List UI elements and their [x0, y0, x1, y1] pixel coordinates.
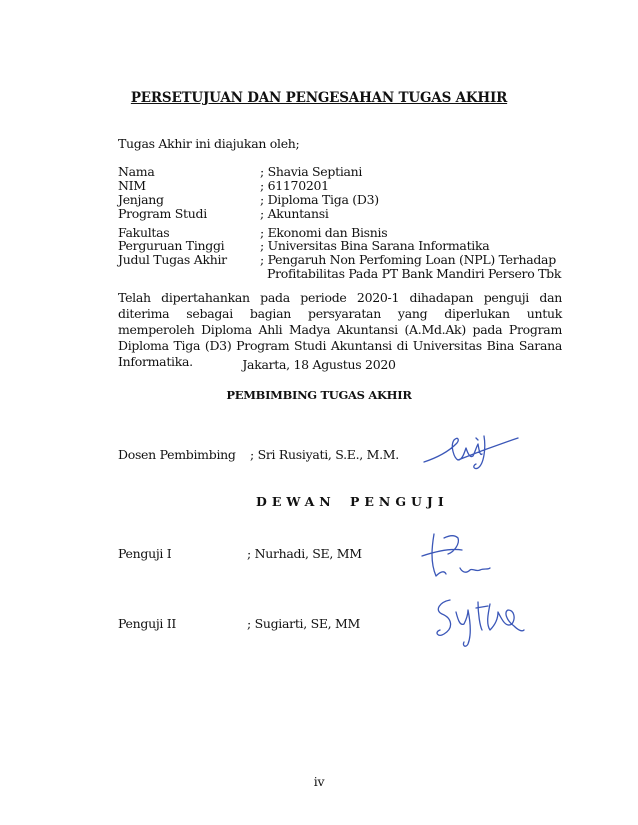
dosen-label: Dosen Pembimbing: [118, 447, 236, 462]
field-value-jenjang: ; Diploma Tiga (D3): [260, 192, 379, 207]
field-value-program-studi: ; Akuntansi: [260, 206, 329, 221]
penguji-2-label: Penguji II: [118, 616, 177, 631]
dewan-heading-left: DEWAN: [256, 494, 336, 509]
field-label-program-studi: Program Studi: [118, 206, 207, 221]
intro-text: Tugas Akhir ini diajukan oleh;: [118, 136, 300, 151]
field-value-judul: ; Pengaruh Non Perfoming Loan (NPL) Terhadap: [260, 252, 556, 267]
page-title: PERSETUJUAN DAN PENGESAHAN TUGAS AKHIR: [130, 90, 508, 106]
dewan-heading-right: PENGUJI: [350, 494, 449, 509]
field-value-perguruan-tinggi: ; Universitas Bina Sarana Informatika: [260, 238, 490, 253]
penguji-1-signature-image: [414, 528, 494, 584]
approval-paragraph: Telah dipertahankan pada periode 2020-1 dihadapan penguji dan diterima sebagai bagian persyaratan yang diperlukan untuk memperoleh Diploma Ahli Madya Akuntansi (A.Md.Ak) pada Program Diploma Tiga (D3) Program Studi Akuntansi di Universitas Bina Sarana Informatika.: [118, 290, 562, 369]
field-value-nama: ; Shavia Septiani: [260, 164, 363, 179]
field-label-perguruan-tinggi: Perguruan Tinggi: [118, 238, 225, 253]
penguji-2-value: ; Sugiarti, SE, MM: [247, 616, 361, 631]
penguji-2-signature-image: [428, 590, 528, 654]
page-number: iv: [313, 774, 325, 789]
field-value-fakultas: ; Ekonomi dan Bisnis: [260, 225, 388, 240]
field-value-judul-line2: Profitabilitas Pada PT Bank Mandiri Persero Tbk: [267, 266, 562, 281]
pembimbing-heading: PEMBIMBING TUGAS AKHIR: [226, 388, 412, 402]
penguji-1-value: ; Nurhadi, SE, MM: [247, 546, 362, 561]
place-date: Jakarta, 18 Agustus 2020: [242, 357, 396, 372]
field-label-fakultas: Fakultas: [118, 225, 170, 240]
field-label-jenjang: Jenjang: [118, 192, 164, 207]
dosen-value: ; Sri Rusiyati, S.E., M.M.: [250, 447, 399, 462]
dosen-signature-image: [418, 430, 523, 472]
field-label-nim: NIM: [118, 178, 146, 193]
penguji-1-label: Penguji I: [118, 546, 172, 561]
field-label-nama: Nama: [118, 164, 155, 179]
field-label-judul: Judul Tugas Akhir: [118, 252, 227, 267]
field-value-nim: ; 61170201: [260, 178, 329, 193]
